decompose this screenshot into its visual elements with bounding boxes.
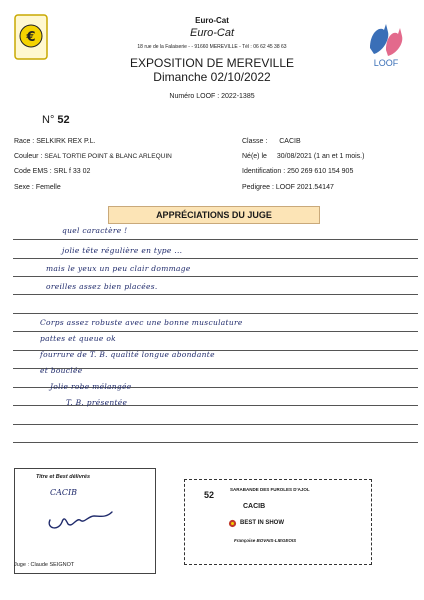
couleur-value: SEAL TORTIE POINT & BLANC ARLEQUIN [44, 153, 172, 160]
org-name-script: Euro-Cat [189, 27, 235, 39]
exposition-title: EXPOSITION DE MEREVILLE [129, 56, 295, 70]
loof-logo-text: LOOF [373, 58, 399, 68]
sexe-label: Sexe : [14, 184, 34, 191]
identification-field [242, 168, 353, 175]
sexe-field [14, 184, 61, 191]
ems-field [14, 168, 90, 175]
stamp-number: 52 [204, 490, 215, 500]
appreciation-line: oreilles assez bien placées. [46, 282, 158, 291]
pedigree-field [242, 184, 334, 191]
ne-label: Né(e) le [242, 153, 267, 160]
identification-label: Identification : [242, 168, 286, 175]
rule-line [13, 258, 418, 259]
rule-line [13, 239, 418, 240]
titles-box-title: Titre et Best délivrés [36, 474, 91, 480]
titles-handwritten: CACIB [50, 488, 78, 497]
exposition-date: Dimanche 02/10/2022 [153, 70, 271, 84]
appreciation-line: fourrure de T. B. qualité longue abondante [40, 350, 215, 359]
ne-field [242, 153, 364, 160]
loof-number: Numéro LOOF : 2022-1385 [169, 93, 255, 100]
entry-number-label: N° [42, 114, 55, 126]
entry-number [42, 114, 70, 126]
appreciation-line: quel caractère ! [62, 226, 128, 235]
sexe-value: Femelle [35, 184, 61, 191]
couleur-field [14, 153, 172, 160]
judge-name: Claude SEIGNOT [30, 562, 75, 568]
appreciation-line: mais le yeux un peu clair dommage [46, 264, 191, 273]
appreciations-title: APPRÉCIATIONS DU JUGE [108, 206, 320, 224]
svg-text:€: € [26, 30, 36, 45]
org-name: Euro-Cat [195, 16, 229, 25]
appreciation-line: Corps assez robuste avec une bonne musculature [40, 318, 243, 327]
rule-line [13, 294, 418, 295]
race-value: SELKIRK REX P.L. [36, 138, 96, 145]
rule-line [13, 424, 418, 425]
classe-label: Classe : [242, 138, 268, 145]
race-field [14, 138, 96, 145]
appreciation-line: pattes et queue ok [40, 334, 116, 343]
stamp-title: CACIB [243, 503, 266, 510]
identification-value: 250 269 610 154 905 [287, 168, 354, 175]
appreciation-line: jolie tête régulière en type ... [62, 246, 183, 255]
org-address: 18 rue de la Falaiserie - - 91660 MEREVILLE - Tél : 06 62 45 38 63 [137, 44, 287, 50]
stamp-signatory: Françoise BOVAIS-LIEGEOIS [234, 538, 297, 543]
appreciation-line: et bouclée [40, 366, 83, 375]
classe-field [242, 138, 301, 145]
judge-signature [44, 498, 116, 532]
judge-line [14, 562, 74, 568]
stamp-cattery: SARABANDE DES FUROLES D'AJOL [230, 487, 310, 492]
award-icon [228, 519, 237, 528]
rule-line [13, 276, 418, 277]
appreciation-line: T. B. présentée [66, 398, 128, 407]
race-label: Race : [14, 138, 35, 145]
rule-line [13, 313, 418, 314]
ems-value: SRL f 33 02 [53, 168, 91, 175]
stamp-best: BEST IN SHOW [240, 520, 285, 526]
rule-line [13, 331, 418, 332]
pedigree-label: Pedigree : [242, 184, 274, 191]
ne-value: 30/08/2021 (1 an et 1 mois.) [276, 153, 365, 160]
judge-label: Juge : [14, 562, 29, 568]
rule-line [13, 442, 418, 443]
entry-number-value: 52 [57, 114, 70, 126]
pedigree-value: LOOF 2021.54147 [275, 184, 334, 191]
appreciation-line: Jolie robe mélangée [50, 382, 132, 391]
ems-label: Code EMS : [14, 168, 52, 175]
classe-value: CACIB [279, 138, 301, 145]
couleur-label: Couleur : [14, 153, 43, 160]
